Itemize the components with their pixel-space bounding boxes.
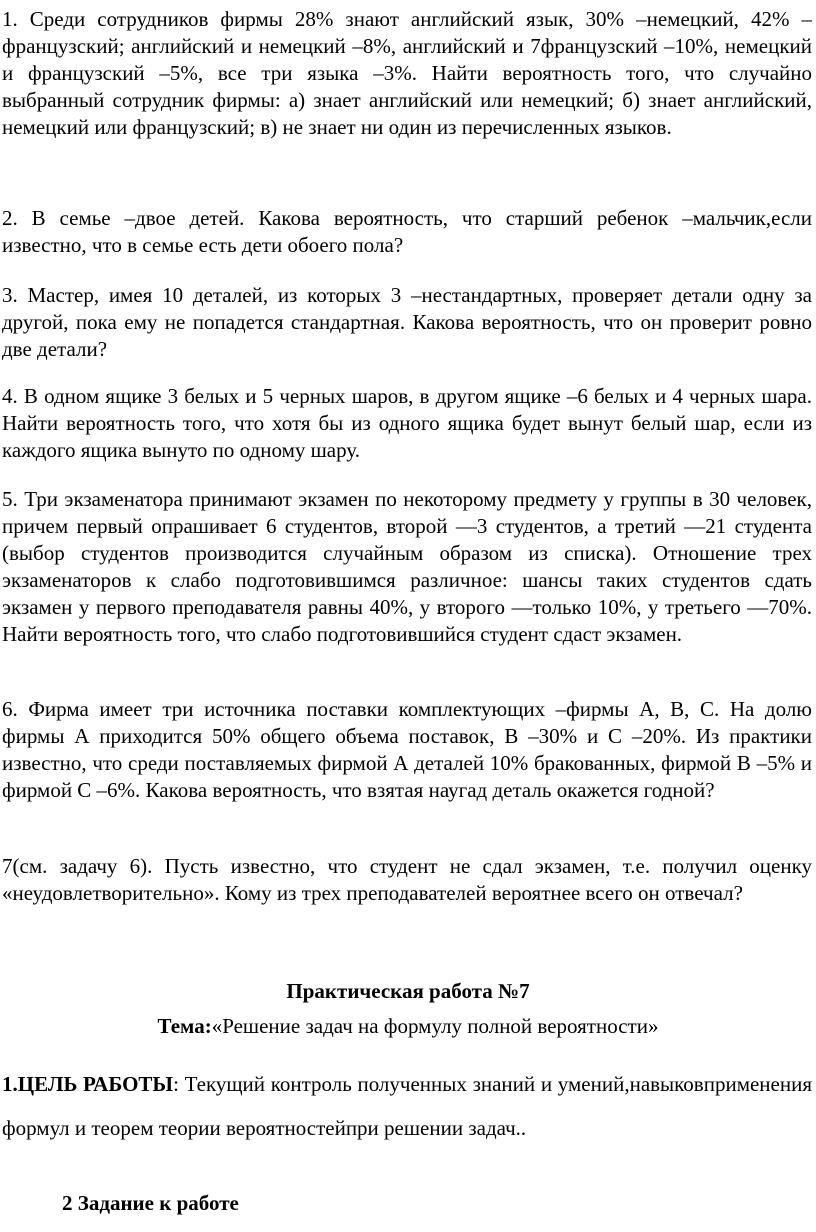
problem-6: 6. Фирма имеет три источника поставки комплектующих –фирмы А, B, C. На долю фирмы А приходится 50% общего объема поставок, В –30% и С –20%. Из практики известно, что среди поставляемых фирмой А деталей 10% бракованных, фирмой В –5% и фирмой С –6%. Какова вероятность, что взятая наугад деталь окажется годной?	[2, 697, 812, 802]
problem-5: 5. Три экзаменатора принимают экзамен по некоторому предмету у группы в 30 человек, причем первый опрашивает 6 студентов, второй —3 студентов, а третий —21 студента (выбор студентов производится случайным образом из списка). Отношение трех экзаменаторов к слабо подготовившимся различное: шансы таких студентов сдать экзамен у первого преподавателя равны 40%, у второго —только 10%, у третьего —70%. Найти вероятность того, что слабо подготовившийся студент сдаст экзамен.	[2, 487, 812, 646]
problem-1: 1. Среди сотрудников фирмы 28% знают английский язык, 30% –немецкий, 42% –французский; английский и немецкий –8%, английский и 7французский –10%, немецкий и французский –5%, все три языка –3%. Найти вероятность того, что случайно выбранный сотрудник фирмы: а) знает английский или немецкий; б) знает английский, немецкий или французский; в) не знает ни один из перечисленных языков.	[2, 7, 812, 139]
topic-text: «Решение задач на формулу полной вероятности»	[211, 1014, 659, 1038]
problem-4: 4. В одном ящике 3 белых и 5 черных шаров, в другом ящике –6 белых и 4 черных шара. Найти вероятность того, что хотя бы из одного ящика будет вынут белый шар, если из каждого ящика вынуто по одному шару.	[2, 384, 812, 462]
topic-line	[0, 1013, 816, 1040]
goal-paragraph	[2, 1062, 812, 1150]
topic-label: Тема:	[157, 1014, 212, 1038]
problem-2: 2. В семье –двое детей. Какова вероятность, что старший ребенок –мальчик,если известно, что в семье есть дети обоего пола?	[2, 206, 812, 257]
task-heading: 2 Задание к работе	[62, 1191, 239, 1215]
goal-label: 1.ЦЕЛЬ РАБОТЫ	[2, 1072, 174, 1096]
practical-work-title: Практическая работа №7	[286, 979, 530, 1003]
problem-3: 3. Мастер, имея 10 деталей, из которых 3 –нестандартных, проверяет детали одну за другой, пока ему не попадется стандартная. Какова вероятность, что он проверит ровно две детали?	[2, 283, 812, 361]
problem-7: 7(см. задачу 6). Пусть известно, что студент не сдал экзамен, т.е. получил оценку «неудовлетворительно». Кому из трех преподавателей вероятнее всего он отвечал?	[2, 854, 812, 905]
goal-text: : Текущий контроль полученных знаний и умений,навыковприменения формул и теорем теории вероятностейпри решении задач..	[2, 1072, 812, 1140]
